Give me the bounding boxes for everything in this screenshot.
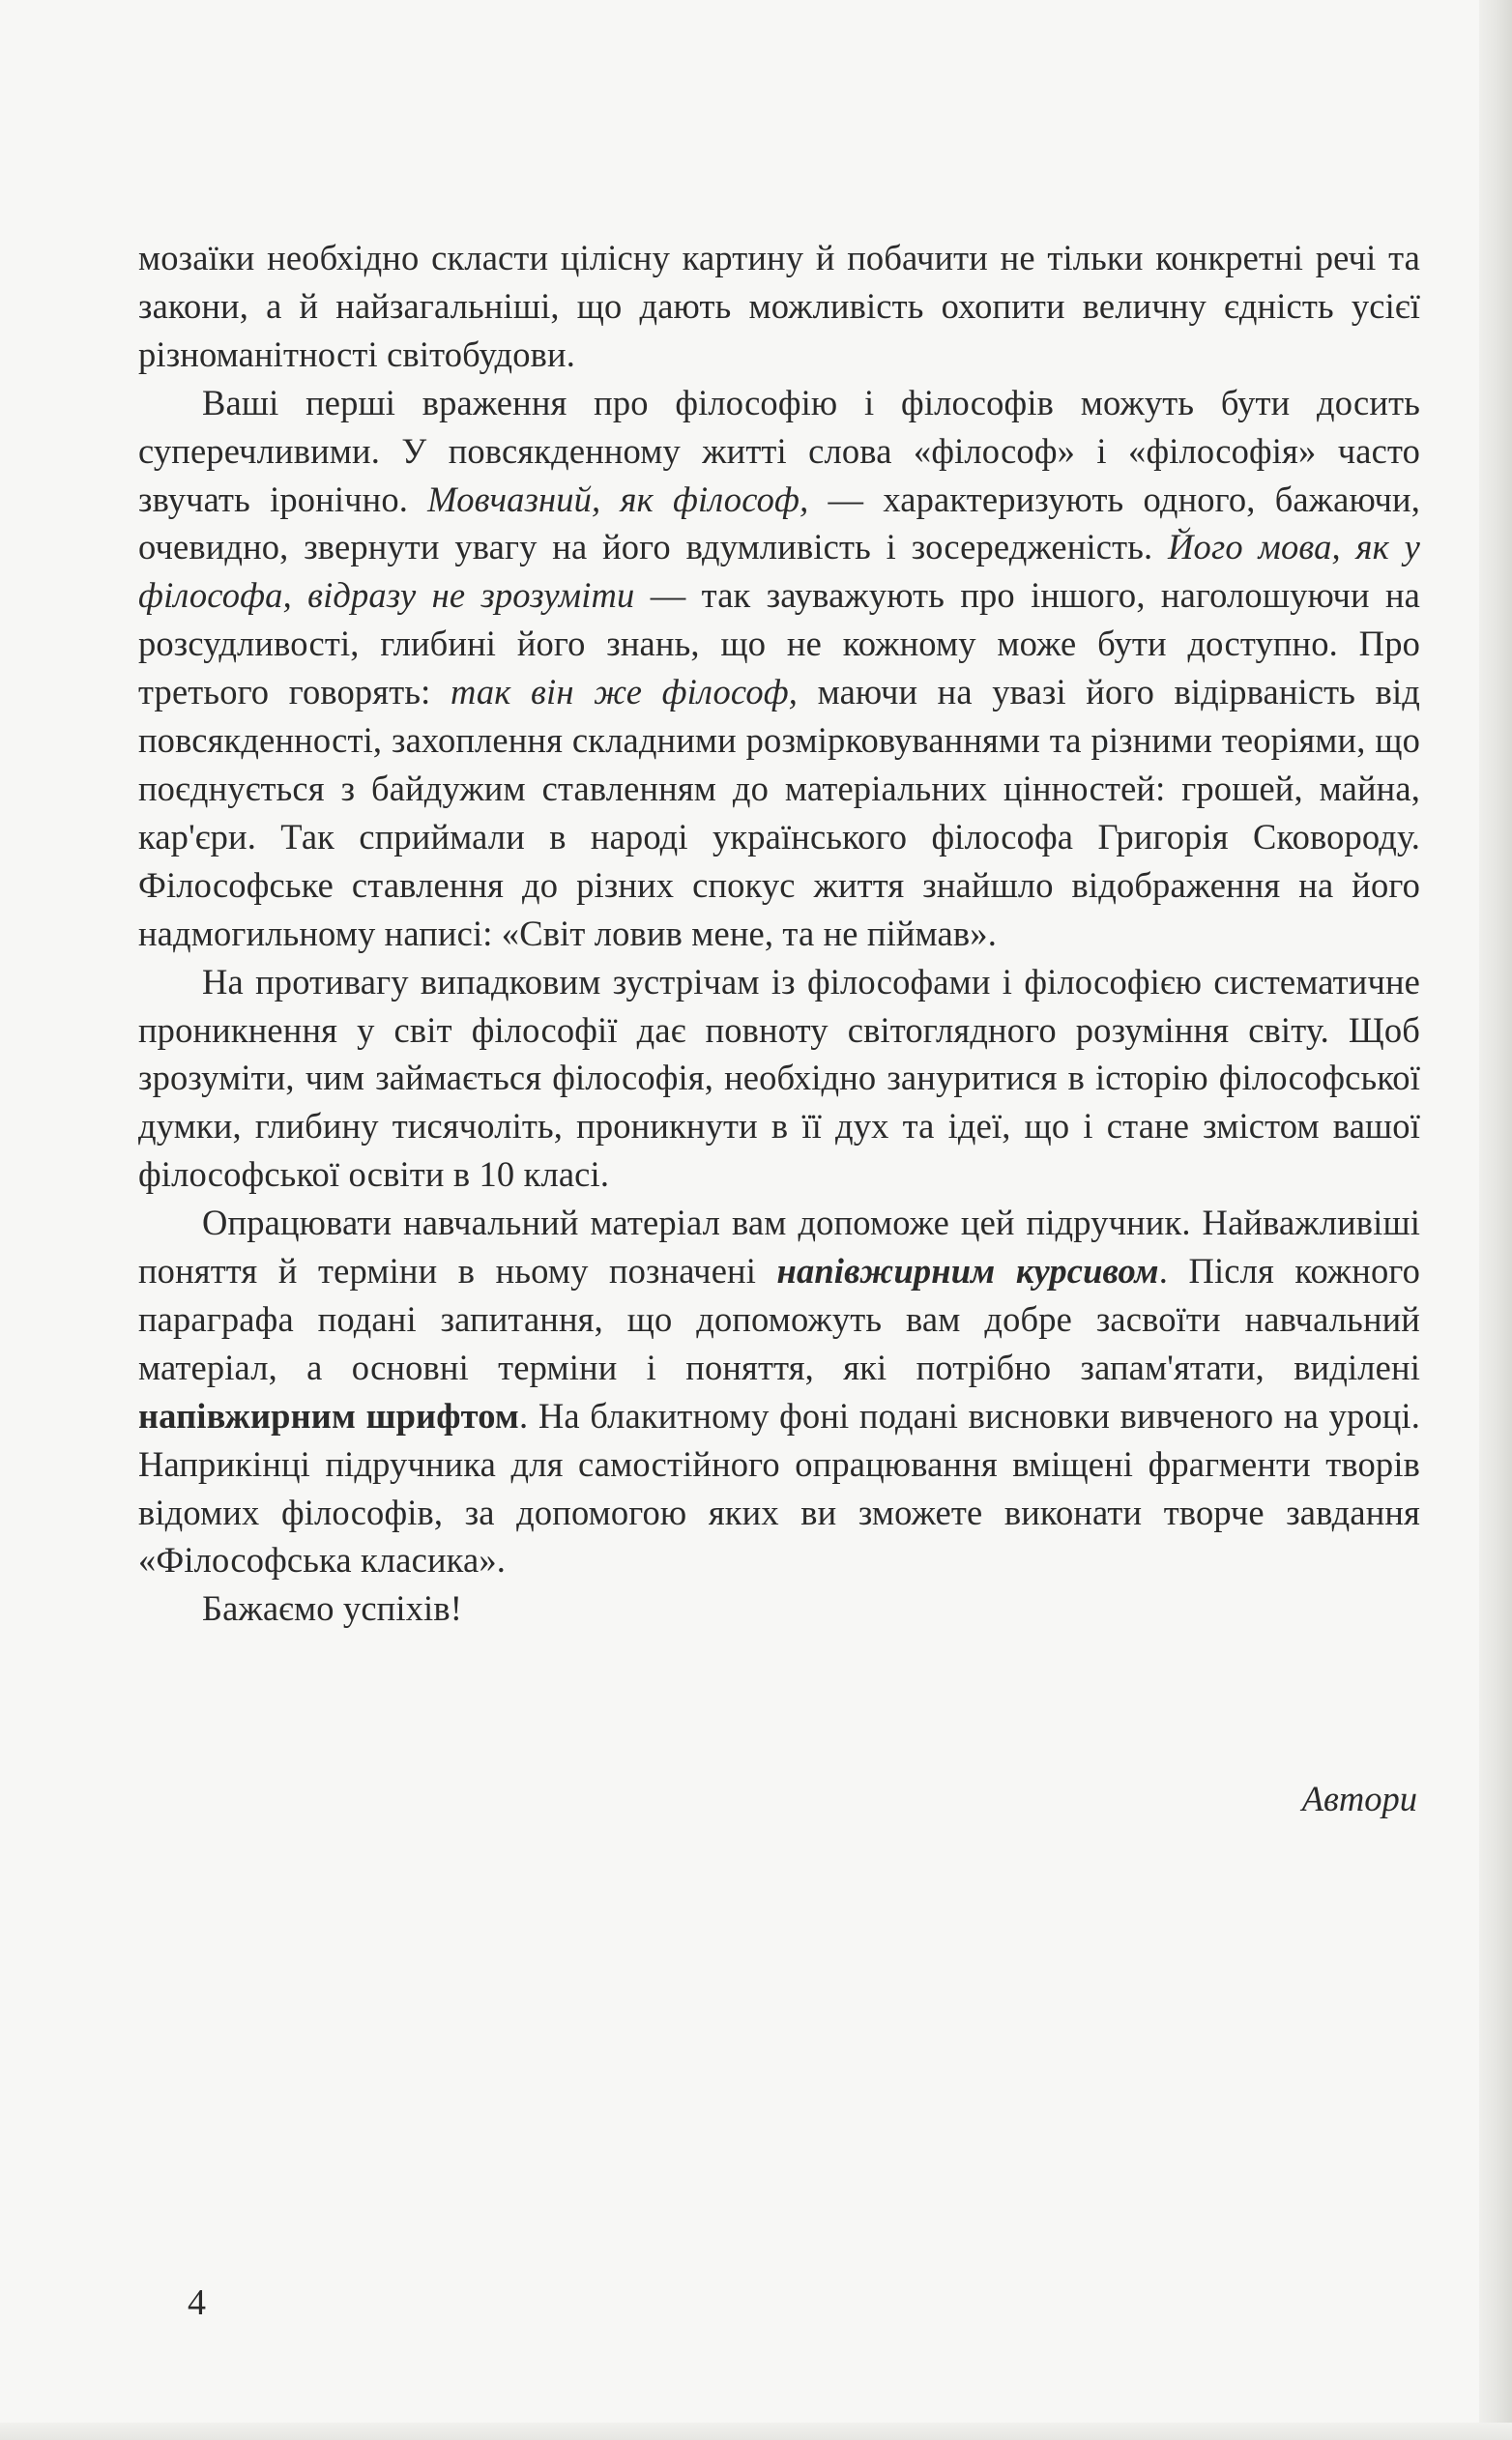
page-edge-shadow bbox=[1479, 0, 1512, 2440]
page-bottom-edge bbox=[0, 2423, 1512, 2440]
paragraph bbox=[138, 1199, 1420, 1584]
text-segment: Його мова, як у філософа, відразу не зрозуміти bbox=[138, 527, 1420, 616]
text-segment: напівжирним шрифтом bbox=[138, 1395, 519, 1436]
text-segment: . Після кожного параграфа подані запитання, що допоможуть вам добре засвоїти навчальний матеріал, а основні терміни і поняття, які потрібно запам'ятати, виділені bbox=[138, 1251, 1420, 1387]
text-segment: так він же філософ, bbox=[450, 672, 799, 712]
text-segment: Ваші перші враження про філософію і філософів можуть бути досить суперечливими. У повсякденному житті слова «філософ» і «філософія» часто звучать іронічно. bbox=[138, 382, 1420, 519]
text-segment: — так зауважують про іншого, наголошуючи на розсудливості, глибині його знань, що не кожному може бути доступно. Про третього говорять: bbox=[138, 575, 1421, 712]
text-segment: мозаїки необхідно скласти цілісну картину й побачити не тільки конкретні речі та закони, а й найзагальніші, що дають можливість охопити величну єдність усієї різноманітності світобудови. bbox=[138, 238, 1420, 374]
paragraph bbox=[138, 379, 1420, 958]
text-segment: Бажаємо успіхів! bbox=[202, 1588, 463, 1629]
text-segment: Опрацювати навчальний матеріал вам допоможе цей підручник. Найважливіші поняття й терміни в ньому позначені bbox=[138, 1203, 1420, 1292]
text-segment: — характеризують одного, бажаючи, очевидно, звернути увагу на його вдумливість і зосередженість. bbox=[138, 479, 1420, 567]
paragraph bbox=[138, 958, 1420, 1200]
text-segment: На противагу випадковим зустрічам із філософами і філософією систематичне проникнення у світ філософії дає повноту світоглядного розуміння світу. Щоб зрозуміти, чим займається філософія, необхідно зануритися в історію філософської думки, глибину тисячоліть, проникнути в її дух та ідеї, що і стане змістом вашої філософської освіти в 10 класі. bbox=[138, 961, 1420, 1195]
text-segment: . На блакитному фоні подані висновки вивченого на уроці. Наприкінці підручника для самостійного опрацювання вміщені фрагменти творів відомих філософів, за допомогою яких ви зможете виконати творче завдання «Філософська класика». bbox=[138, 1395, 1420, 1581]
paragraph bbox=[138, 234, 1420, 379]
body-text bbox=[138, 234, 1420, 1633]
authors-signature: Автори bbox=[1301, 1779, 1417, 1818]
paragraph bbox=[138, 1584, 1420, 1633]
text-segment: напівжирним курсивом bbox=[776, 1251, 1159, 1292]
text-segment: Мовчазний, як філософ, bbox=[427, 479, 809, 519]
page-number: 4 bbox=[188, 2282, 206, 2323]
text-segment: маючи на увазі його відірваність від повсякденності, захоплення складними розмірковуваннями та різними теоріями, що поєднується з байдужим ставленням до матеріальних цінностей: грошей, майна, кар'єри. Так сприймали в народі українського філософа Григорія Сковороду. Філософське ставлення до різних спокус життя знайшло відображення на його надмогильному написі: «Світ ловив мене, та не піймав». bbox=[138, 672, 1420, 953]
